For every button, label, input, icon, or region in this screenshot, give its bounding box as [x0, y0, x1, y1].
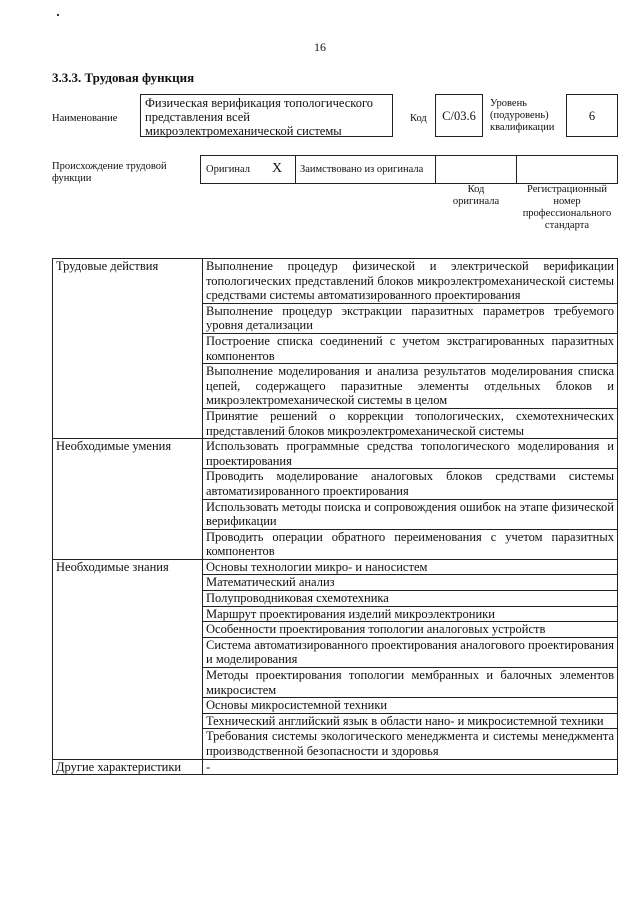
original-label: Оригинал — [206, 164, 250, 175]
row-category: Необходимые знания — [53, 559, 203, 759]
table-row — [53, 559, 618, 575]
table-row — [53, 759, 618, 775]
name-value-line: микроэлектромеханической системы — [145, 124, 342, 138]
row-item: Методы проектирования топологии мембранных и балочных элементов микросистем — [203, 668, 618, 698]
original-mark: X — [272, 161, 283, 176]
row-item: Проводить моделирование аналоговых блоков средствами системы автоматизированного проектирования — [203, 469, 618, 499]
reg-number-caption-line: профессионального — [522, 208, 612, 219]
reg-number-caption-line: Регистрационный — [527, 184, 607, 195]
code-value: С/03.6 — [442, 109, 476, 123]
scan-mark — [57, 14, 59, 16]
level-label-line: (подуровень) — [490, 110, 549, 121]
row-item: Маршрут проектирования изделий микроэлектроники — [203, 606, 618, 622]
row-item: Технический английский язык в области нано- и микросистемной техники — [203, 713, 618, 729]
code-label: Код — [410, 113, 427, 124]
row-item: Использовать программные средства топологического моделирования и проектирования — [203, 439, 618, 469]
name-value — [145, 96, 373, 138]
borrowed-label: Заимствовано из оригинала — [300, 164, 424, 175]
name-value-line: Физическая верификация топологического — [145, 96, 374, 110]
row-item: Полупроводниковая схемотехника — [203, 591, 618, 607]
row-item: Требования системы экологического менеджмента и системы менеджмента производственной безопасности и здоровья — [203, 729, 618, 759]
row-item: Проводить операции обратного переименования с учетом паразитных компонентов — [203, 529, 618, 559]
row-item: Основы технологии микро- и наносистем — [203, 559, 618, 575]
row-item: Построение списка соединений с учетом экстрагированных паразитных компонентов — [203, 333, 618, 363]
row-item: Использовать методы поиска и сопровождения ошибок на этапе физической верификации — [203, 499, 618, 529]
level-label-line: Уровень — [490, 98, 527, 109]
row-category: Трудовые действия — [53, 259, 203, 439]
name-value-line: представления всей — [145, 110, 250, 124]
table-row — [53, 259, 618, 304]
row-item: Математический анализ — [203, 575, 618, 591]
row-category: Другие характеристики — [53, 759, 203, 775]
row-item: Система автоматизированного проектирования аналогового проектирования и моделирования — [203, 637, 618, 667]
labor-function-table — [52, 258, 618, 775]
origin-divider — [435, 155, 436, 184]
reg-number-caption-line: стандарта — [544, 220, 590, 231]
origin-label-line: Происхождение трудовой — [52, 161, 167, 172]
row-item: Выполнение процедур физической и электрической верификации топологических представлений блоков микроэлектромеханической системы средствами системы автоматизированного проектирования — [203, 259, 618, 304]
origin-divider — [516, 155, 517, 184]
row-item: Основы микросистемной техники — [203, 698, 618, 714]
level-label-line: квалификации — [490, 122, 555, 133]
name-label: Наименование — [52, 113, 118, 124]
row-item: Особенности проектирования топологии аналоговых устройств — [203, 622, 618, 638]
row-item: Выполнение моделирования и анализа результатов моделирования списка цепей, содержащего паразитные элементы отдельных блоков и микроэлектромеханической системы в целом — [203, 364, 618, 409]
origin-divider — [295, 155, 296, 184]
origin-label — [52, 161, 167, 185]
section-title: 3.3.3. Трудовая функция — [52, 70, 195, 85]
code-original-caption-line: оригинала — [452, 196, 500, 207]
row-item: Выполнение процедур экстракции паразитных параметров требуемого уровня детализации — [203, 303, 618, 333]
code-original-caption — [436, 184, 516, 208]
row-item: - — [203, 759, 618, 775]
reg-number-caption-line: номер — [553, 196, 581, 207]
row-item: Принятие решений о коррекции топологических, схемотехнических представлений блоков микроэлектромеханической системы — [203, 408, 618, 438]
level-label — [490, 98, 554, 134]
table-row — [53, 439, 618, 469]
origin-label-line: функции — [52, 173, 92, 184]
row-category: Необходимые умения — [53, 439, 203, 560]
reg-number-caption — [516, 184, 618, 232]
code-original-caption-line: Код — [467, 184, 485, 195]
level-value: 6 — [588, 109, 596, 123]
page-number: 16 — [314, 40, 326, 54]
